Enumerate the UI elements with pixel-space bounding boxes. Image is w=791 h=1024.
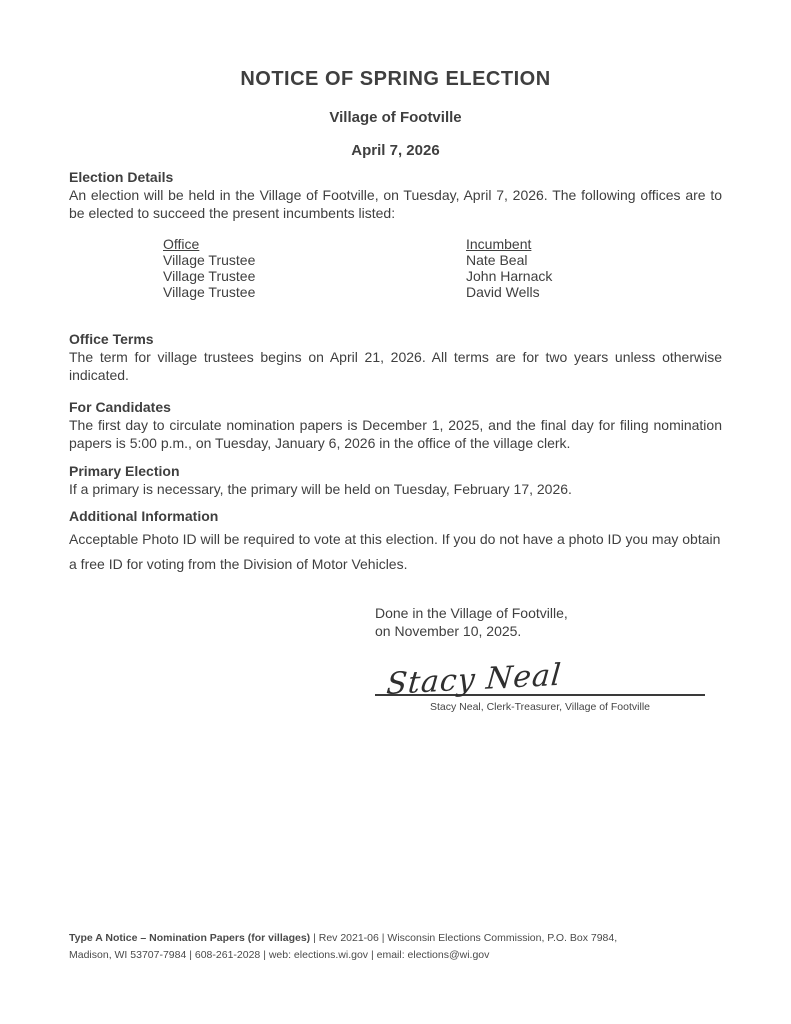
section-for-candidates — [69, 398, 722, 452]
section-election-details — [69, 168, 722, 222]
office-cell: Village Trustee — [163, 268, 256, 284]
table-row — [163, 268, 552, 284]
table-header-office: Office — [163, 236, 200, 252]
table-row — [163, 252, 552, 268]
section-heading-additional-information: Additional Information — [69, 508, 219, 524]
table-header-row — [163, 236, 552, 252]
paragraph-for-candidates: The first day to circulate nomination papers is December 1, 2025, and the final day for filing nomination papers is 5:00 p.m., on Tuesday, January 6, 2026 in the office of the village clerk. — [69, 417, 722, 451]
section-primary-election — [69, 462, 722, 498]
footer-line2: Madison, WI 53707-7984 | 608-261-2028 | web: elections.wi.gov | email: elections@wi.gov — [69, 949, 490, 961]
section-additional-information — [69, 507, 722, 577]
paragraph-primary-election: If a primary is necessary, the primary will be held on Tuesday, February 17, 2026. — [69, 481, 572, 497]
section-office-terms — [69, 330, 722, 384]
page-date: April 7, 2026 — [351, 142, 440, 159]
page-subtitle: Village of Footville — [329, 109, 462, 126]
table-row — [163, 284, 552, 300]
paragraph-office-terms: The term for village trustees begins on April 21, 2026. All terms are for two years unless otherwise indicated. — [69, 349, 722, 383]
office-incumbent-table — [163, 236, 552, 300]
section-heading-for-candidates: For Candidates — [69, 399, 171, 415]
page-title: NOTICE OF SPRING ELECTION — [240, 68, 551, 90]
done-statement — [375, 604, 705, 640]
paragraph-additional-information: Acceptable Photo ID will be required to vote at this election. If you do not have a photo ID you may obtain a free ID for voting from the Division of Motor Vehicles. — [69, 531, 721, 572]
incumbent-cell: David Wells — [466, 284, 540, 300]
footer-notice-type: Type A Notice – Nomination Papers (for villages) — [69, 932, 311, 944]
office-cell: Village Trustee — [163, 252, 256, 268]
paragraph-election-details: An election will be held in the Village of Footville, on Tuesday, April 7, 2026. The following offices are to be elected to succeed the present incumbents listed: — [69, 187, 722, 221]
signature-caption: Stacy Neal, Clerk-Treasurer, Village of Footville — [429, 701, 650, 713]
handwritten-signature: Stacy Neal — [385, 657, 564, 702]
section-heading-primary-election: Primary Election — [69, 463, 180, 479]
footer-text — [69, 930, 722, 964]
incumbent-cell: John Harnack — [466, 268, 553, 284]
table-header-incumbent: Incumbent — [466, 236, 532, 252]
done-line-1: Done in the Village of Footville, — [375, 605, 568, 621]
office-cell: Village Trustee — [163, 284, 256, 300]
incumbent-cell: Nate Beal — [466, 252, 528, 268]
footer-line1-rest: | Rev 2021-06 | Wisconsin Elections Commission, P.O. Box 7984, — [310, 932, 618, 944]
done-line-2: on November 10, 2025. — [375, 623, 522, 639]
signature-block — [375, 604, 705, 714]
section-heading-election-details: Election Details — [69, 169, 174, 185]
signature-line — [375, 640, 705, 702]
section-heading-office-terms: Office Terms — [69, 331, 154, 347]
